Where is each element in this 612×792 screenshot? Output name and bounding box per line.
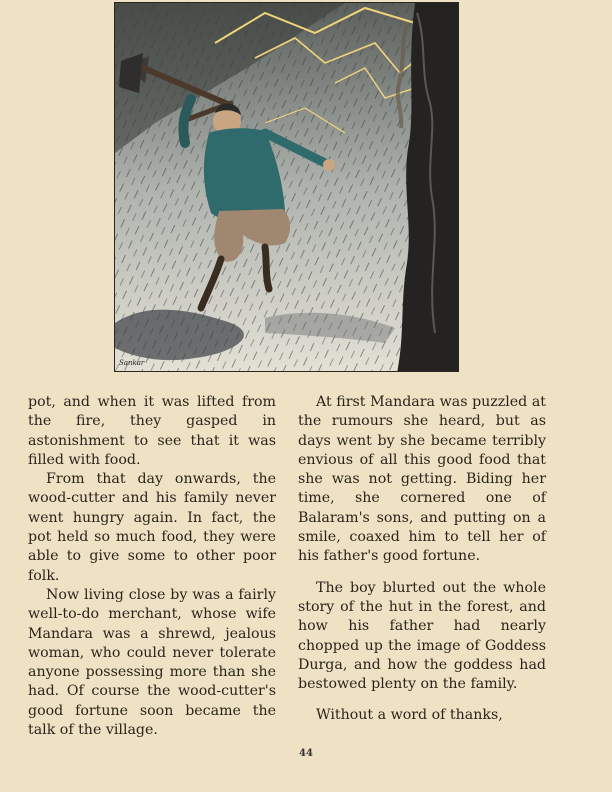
artist-signature: Sankar xyxy=(119,359,145,367)
story-illustration xyxy=(114,2,459,372)
left-text-column xyxy=(28,393,276,740)
paragraph: Now living close by was a fairly well-to-do merchant, whose wife Mandara was a shrewd, jealous woman, who could never tolerate anyone possessing more than she had. Of course the wood-cutter's good fortune soon became the talk of the village. xyxy=(28,586,276,739)
paragraph: From that day onwards, the wood-cutter and his family never went hungry again. In fact, the pot held so much food, they were able to give some to other poor folk. xyxy=(28,471,276,584)
paragraph: Without a word of thanks, xyxy=(316,707,503,724)
paragraph: pot, and when it was lifted from the fire, they gasped in astonishment to see that it was filled with food. xyxy=(28,394,276,468)
page-number: 44 xyxy=(299,748,313,759)
paragraph: At first Mandara was puzzled at the rumours she heard, but as days went by she became terribly envious of all this good food that she was not getting. Biding her time, she cornered one of Balaram's sons, and putting on a smile, coaxed him to tell her of his father's good fortune. xyxy=(298,394,546,565)
woodcutter-storm-picture xyxy=(115,3,459,372)
paragraph: The boy blurted out the whole story of the hut in the forest, and how his father had nearly chopped up the image of Goddess Durga, and how the goddess had bestowed plenty on the family. xyxy=(298,579,546,693)
right-text-column xyxy=(298,393,546,726)
